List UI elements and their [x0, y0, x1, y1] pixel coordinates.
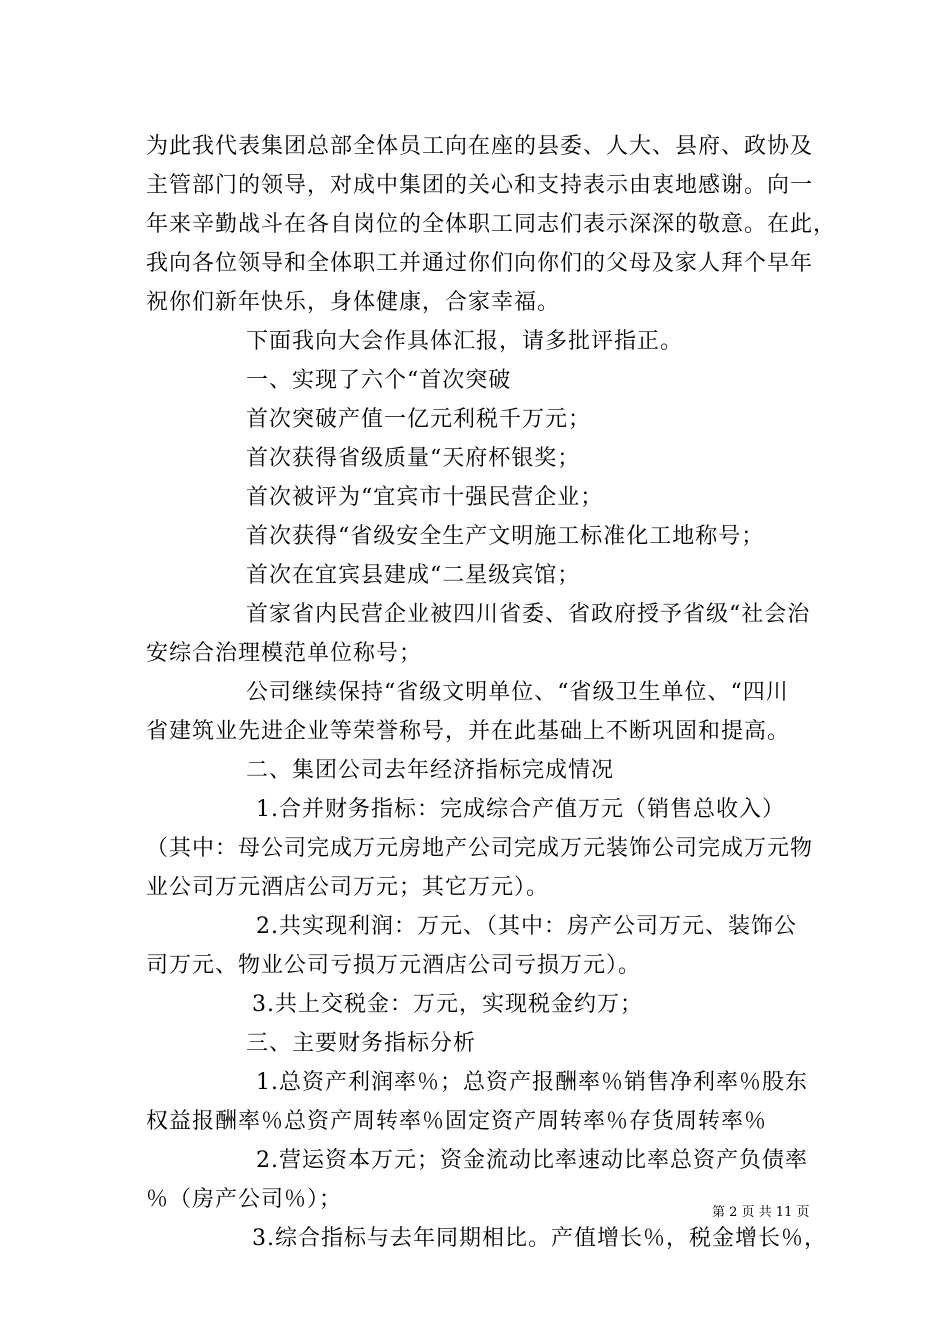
paragraph-line: 公司继续保持“省级文明单位、“省级卫生单位、“四川 — [246, 680, 789, 705]
paragraph-line: 2.共实现利润：万元、（其中：房产公司万元、装饰公 — [256, 914, 797, 939]
paragraph-line: 3.综合指标与去年同期相比。产值增长％，税金增长％， — [252, 1226, 827, 1251]
paragraph-line: 权益报酬率％总资产周转率％固定资产周转率％存货周转率％ — [146, 1109, 768, 1134]
paragraph-line: （其中：母公司完成万元房地产公司完成万元装饰公司完成万元物 — [146, 836, 814, 861]
section-heading: 二、集团公司去年经济指标完成情况 — [246, 758, 615, 783]
list-item: 首次获得“省级安全生产文明施工标准化工地称号； — [246, 524, 765, 549]
paragraph-line: 主管部门的领导，对成中集团的关心和支持表示由衷地感谢。向一 — [146, 173, 814, 198]
paragraph-line: 年来辛勤战斗在各自岗位的全体职工同志们表示深深的敬意。在此， — [146, 212, 837, 237]
paragraph-line: 我向各位领导和全体职工并通过你们向你们的父母及家人拜个早年 — [146, 251, 814, 276]
paragraph-line: 业公司万元酒店公司万元；其它万元）。 — [146, 875, 550, 900]
paragraph-line: 1.总资产利润率％；总资产报酬率％销售净利率％股东 — [256, 1070, 808, 1095]
list-item: 首次被评为“宜宾市十强民营企业； — [246, 485, 604, 510]
list-item: 首家省内民营企业被四川省委、省政府授予省级“社会治 — [246, 602, 811, 627]
paragraph-line: 2.营运资本万元；资金流动比率速动比率总资产负债率 — [256, 1148, 808, 1173]
paragraph-line: 下面我向大会作具体汇报，请多批评指正。 — [246, 329, 684, 354]
paragraph-line: ％（房产公司％）； — [146, 1187, 343, 1212]
paragraph-line: 3.共上交税金：万元，实现税金约万； — [252, 992, 643, 1017]
paragraph-line: 祝你们新年快乐，身体健康，合家幸福。 — [146, 290, 561, 315]
section-heading: 三、主要财务指标分析 — [246, 1031, 477, 1056]
list-item: 首次获得省级质量“天府杯银奖； — [246, 446, 581, 471]
section-heading: 一、实现了六个“首次突破 — [246, 368, 512, 393]
paragraph-line: 为此我代表集团总部全体员工向在座的县委、人大、县府、政协及 — [146, 134, 814, 159]
paragraph-line: 司万元、物业公司亏损万元酒店公司亏损万元）。 — [146, 953, 642, 978]
list-item: 首次在宜宾县建成“二星级宾馆； — [246, 563, 581, 588]
paragraph-line: 1.合并财务指标：完成综合产值万元（销售总收入） — [256, 797, 785, 822]
paragraph-line: 省建筑业先进企业等荣誉称号，并在此基础上不断巩固和提高。 — [146, 719, 791, 744]
page-number: 第 2 页 共 11 页 — [712, 1205, 810, 1220]
paragraph-line: 安综合治理模范单位称号； — [146, 641, 423, 666]
list-item: 首次突破产值一亿元利税千万元； — [246, 407, 592, 432]
